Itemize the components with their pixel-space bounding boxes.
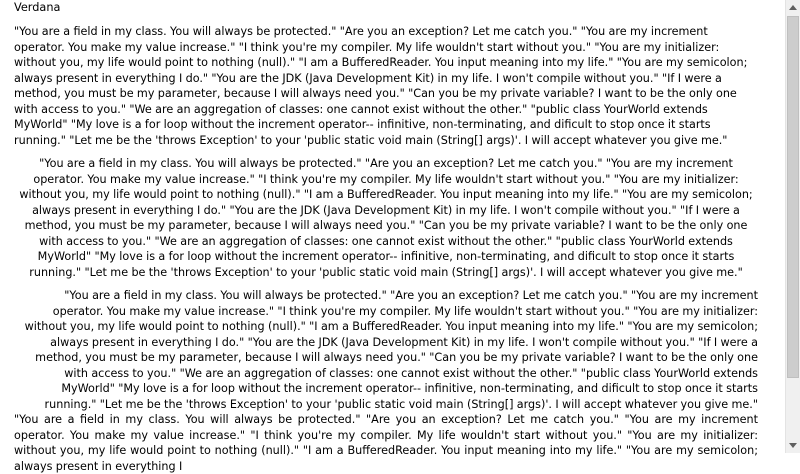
scrollbar-thumb[interactable]	[787, 16, 799, 378]
paragraph-left-aligned: "You are a field in my class. You will always be protected." "Are you an exception? Let me catch you." "You are my increment operator. You make my value increase." "I think you're my compiler. My life wouldn't start without you." "You are my initializer: without you, my life would point to nothing (null)." "I am a BufferedReader. You input meaning into my life." "You are my semicolon; always present in everything I do." "You are the JDK (Java Development Kit) in my life. I won't compile without you." "If I were a method, you must be my parameter, because I will always need you." "Can you be my private variable? I want to be the only one with access to you." "We are an aggregation of classes: one cannot exist without the other." "public class YourWorld extends MyWorld" "My love is a for loop without the increment operator-- infinitive, non-terminating, and dificult to stop once it starts running." "Let me be the 'throws Exception' to your 'public static void main (String[] args)'. I will accept whatever you give me."	[14, 25, 748, 147]
scroll-up-button[interactable]	[786, 0, 800, 15]
paragraph-justified: "You are a field in my class. You will always be protected." "Are you an exception? Let me catch you." "You are my increment operator. You make my value increase." "I think you're my compiler. My life wouldn't start without you." "You are my initializer: without you, my life would point to nothing (null)." "I am a BufferedReader. You input meaning into my life." "You are my semicolon; always present in everything I	[14, 413, 758, 473]
arrow-up-icon	[789, 5, 797, 10]
vertical-scrollbar[interactable]	[785, 0, 800, 453]
arrow-down-icon	[789, 443, 797, 448]
page-heading: Verdana	[14, 1, 61, 14]
scroll-down-button[interactable]	[786, 438, 800, 453]
paragraph-right-aligned: "You are a field in my class. You will always be protected." "Are you an exception? Let me catch you." "You are my increment operator. You make my value increase." "I think you're my compiler. My life wouldn't start without you." "You are my initializer: without you, my life would point to nothing (null)." "I am a BufferedReader. You input meaning into my life." "You are my semicolon; always present in everything I do." "You are the JDK (Java Development Kit) in my life. I won't compile without you." "If I were a method, you must be my parameter, because I will always need you." "Can you be my private variable? I want to be the only one with access to you." "We are an aggregation of classes: one cannot exist without the other." "public class YourWorld extends MyWorld" "My love is a for loop without the increment operator-- infinitive, non-terminating, and dificult to stop once it starts running." "Let me be the 'throws Exception' to your 'public static void main (String[] args)'. I will accept whatever you give me."	[24, 289, 758, 411]
paragraph-center-aligned: "You are a field in my class. You will always be protected." "Are you an exception? Let me catch you." "You are my increment operator. You make my value increase." "I think you're my compiler. My life wouldn't start without you." "You are my initializer: without you, my life would point to nothing (null)." "I am a BufferedReader. You input meaning into my life." "You are my semicolon; always present in everything I do." "You are the JDK (Java Development Kit) in my life. I won't compile without you." "If I were a method, you must be my parameter, because I will always need you." "Can you be my private variable? I want to be the only one with access to you." "We are an aggregation of classes: one cannot exist without the other." "public class YourWorld extends MyWorld" "My love is a for loop without the increment operator-- infinitive, non-terminating, and dificult to stop once it starts running." "Let me be the 'throws Exception' to your 'public static void main (String[] args)'. I will accept whatever you give me."	[19, 157, 753, 279]
